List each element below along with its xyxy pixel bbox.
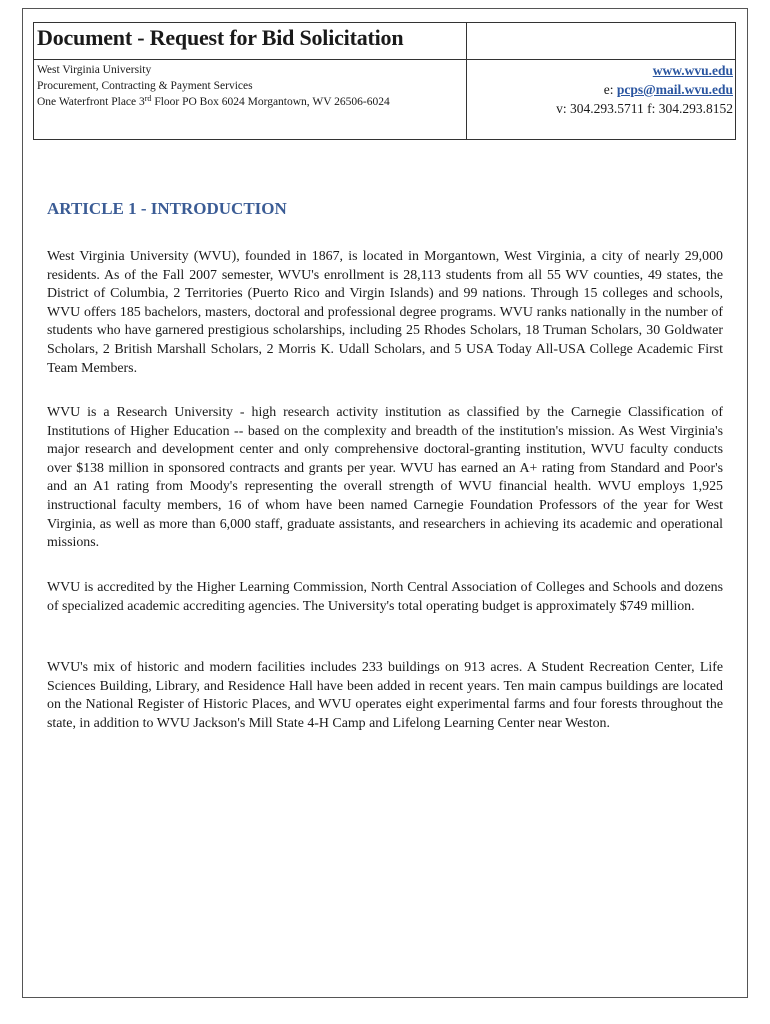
article-heading: ARTICLE 1 - INTRODUCTION (47, 199, 287, 218)
intro-paragraph-2: WVU is a Research University - high research activity institution as classified by the Carnegie Classification of Institutions of Higher Education -- based on the complexity and breadth of the institution's mission. As West Virginia's major research and development center and only comprehensive doctoral-granting institution, WVU faculty conducts over $138 million in sponsored contracts and grants per year. WVU has earned an A+ rating from Standard and Poor's and an A1 rating from Moody's representing the overall strength of WVU financial health. WVU employs 1,925 instructional faculty members, 16 of whom have been named Carnegie Foundation Professors of the year for West Virginia, as well as more than 6,000 staff, graduate assistants, and researchers in achieving its academic and operational missions. (47, 405, 723, 551)
department-name: Procurement, Contracting & Payment Services (37, 80, 253, 92)
intro-paragraph-3: WVU is accredited by the Higher Learning Commission, North Central Association of Colleges and Schools and dozens of specialized academic accrediting agencies. The University's total operating budget is approximately $749 million. (47, 580, 723, 614)
mailing-address: One Waterfront Place 3rd Floor PO Box 6024 Morgantown, WV 26506-6024 (37, 94, 390, 108)
intro-paragraph-1: West Virginia University (WVU), founded in 1867, is located in Morgantown, West Virginia, a city of nearly 29,000 residents. As of the Fall 2007 semester, WVU's enrollment is 28,113 students from all 55 WV counties, 49 states, the District of Columbia, 2 Territories (Puerto Rico and Virgin Islands) and 99 nations. Through 15 colleges and schools, WVU offers 185 bachelors, masters, doctoral and professional degree programs. WVU ranks nationally in the number of students who have garnered prestigious scholarships, including 25 Rhodes Scholars, 18 Truman Scholars, 30 Goldwater Scholars, 2 British Marshall Scholars, 2 Morris K. Udall Scholars, and 5 USA Today All-USA College Academic First Team Members. (47, 249, 723, 376)
email-link[interactable]: pcps@mail.wvu.edu (616, 82, 733, 97)
organization-info (37, 62, 390, 110)
header-divider (466, 23, 467, 139)
header-table (33, 22, 736, 140)
email-label: e: (603, 82, 617, 97)
website-link[interactable]: www.wvu.edu (652, 63, 733, 78)
document-title: Document - Request for Bid Solicitation (37, 25, 404, 50)
phone-fax: v: 304.293.5711 f: 304.293.8152 (556, 101, 733, 116)
org-name: West Virginia University (37, 64, 152, 76)
intro-paragraph-4: WVU's mix of historic and modern facilities includes 233 buildings on 913 acres. A Student Recreation Center, Life Sciences Building, Library, and Residence Hall have been added in recent years. Ten main campus buildings are located on the National Register of Historic Places, and WVU operates eight experimental farms and four forests throughout the state, in addition to WVU Jackson's Mill State 4-H Camp and Lifelong Learning Center near Weston. (47, 660, 723, 731)
contact-info (556, 61, 733, 118)
